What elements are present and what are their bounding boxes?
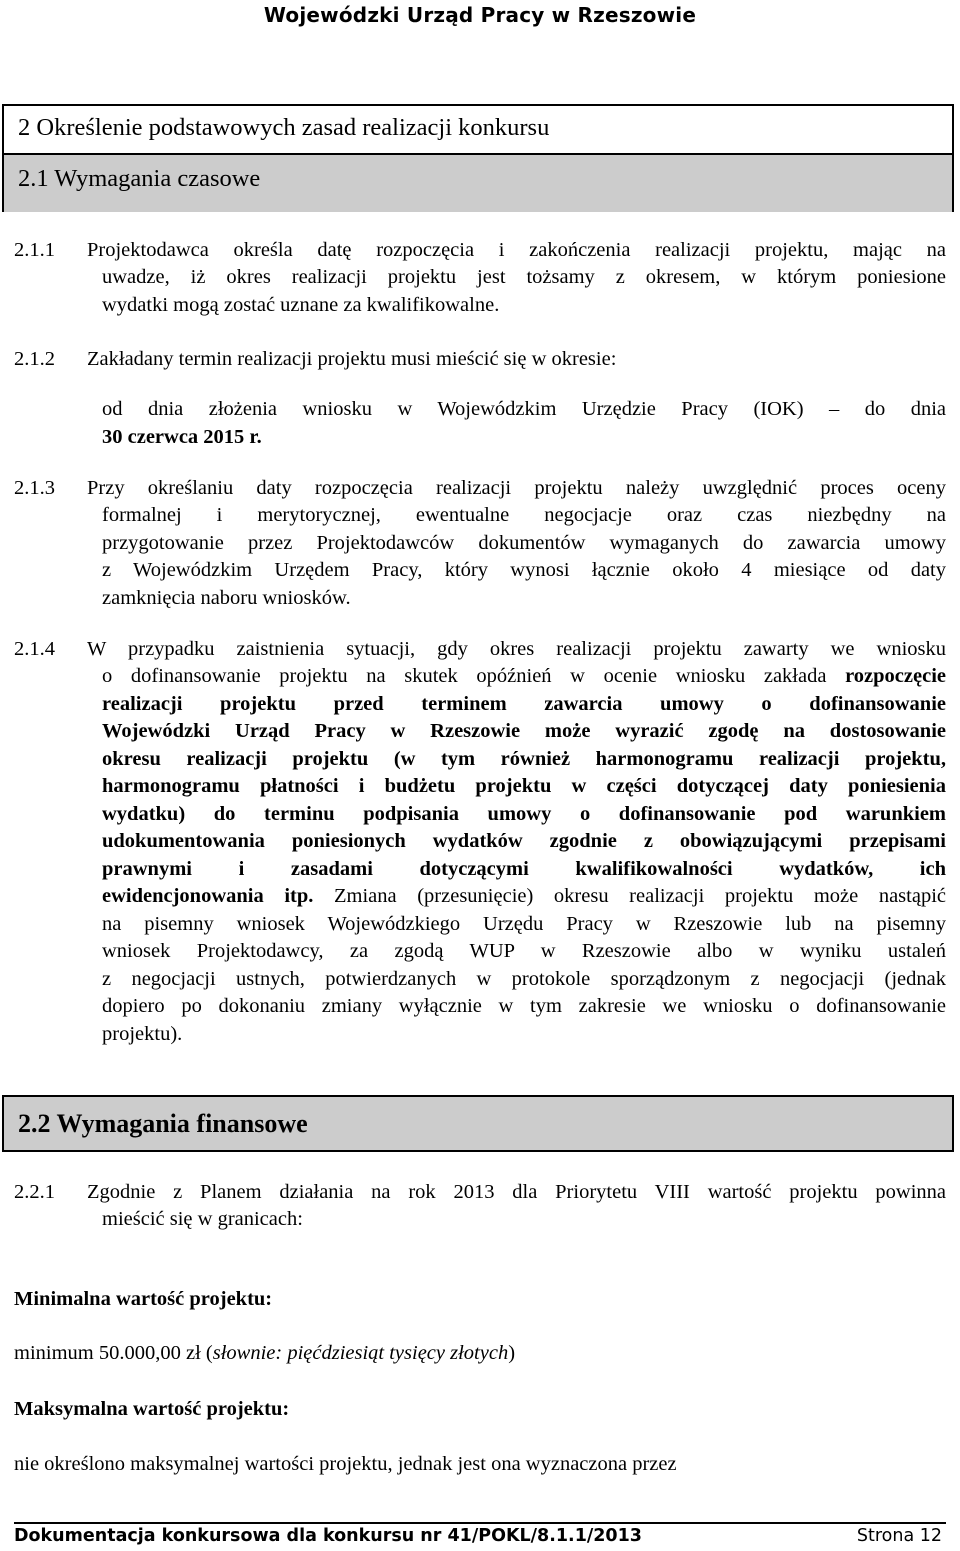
paragraph-line: uwadze, iż okres realizacji projektu jest tożsamy z okresem, w którym poniesione bbox=[102, 266, 946, 288]
paragraph-line: mieścić się w granicach: bbox=[102, 1208, 303, 1230]
max-value-label: Maksymalna wartość projektu: bbox=[14, 1398, 290, 1420]
paragraph-line: prawnymi i zasadami dotyczącymi kwalifikowalności wydatków, ich bbox=[102, 857, 946, 880]
paragraph-2-1-3 bbox=[87, 475, 946, 503]
paragraph-text: o dofinansowanie projektu na skutek opóźnień w ocenie wniosku zakłada bbox=[102, 665, 846, 687]
paragraph-bold-text: rozpoczęcie bbox=[845, 665, 946, 687]
paragraph-line: zamknięcia naboru wniosków. bbox=[102, 586, 351, 609]
paragraph-line: wniosek Projektodawcy, za zgodą WUP w Rzeszowie albo w wyniku ustaleń bbox=[102, 940, 946, 962]
paragraph-line: Zgodnie z Planem działania na rok 2013 dla Priorytetu VIII wartość projektu powinna bbox=[87, 1181, 946, 1203]
section-heading-box bbox=[2, 104, 954, 212]
paragraph-line bbox=[102, 883, 946, 911]
footer-document-title: Dokumentacja konkursowa dla konkursu nr 41/POKL/8.1.1/2013 bbox=[14, 1526, 642, 1546]
paragraph-number: 2.1.1 bbox=[14, 239, 55, 261]
min-value bbox=[14, 1340, 515, 1368]
paragraph-line: realizacji projektu przed terminem zawarcia umowy o dofinansowanie bbox=[102, 692, 946, 715]
paragraph-line: przygotowanie przez Projektodawców dokumentów wymaganych do zawarcia umowy bbox=[102, 531, 946, 554]
page-number: Strona 12 bbox=[856, 1526, 942, 1546]
paragraph-line: z negocjacji ustnych, potwierdzanych w protokole sporządzonym z negocjacji (jednak bbox=[102, 967, 946, 990]
paragraph-2-2-1 bbox=[87, 1179, 946, 1207]
period-description bbox=[102, 396, 946, 451]
paragraph-number: 2.1.4 bbox=[14, 638, 55, 660]
min-value-label: Minimalna wartość projektu: bbox=[14, 1288, 273, 1310]
paragraph-line: wydatku) do terminu podpisania umowy o dofinansowanie pod warunkiem bbox=[102, 802, 946, 825]
paragraph-line: udokumentowania poniesionych wydatków zgodnie z obowiązującymi przepisami bbox=[102, 830, 946, 852]
paragraph-2-1-3-cont bbox=[102, 502, 946, 612]
paragraph-number: 2.2.1 bbox=[14, 1181, 55, 1203]
subsection-heading-row bbox=[4, 153, 952, 212]
paragraph-2-1-1 bbox=[14, 237, 946, 265]
paragraph-line: formalnej i merytorycznej, ewentualne negocjacje oraz czas niezbędny na bbox=[102, 504, 946, 526]
min-value-close: ) bbox=[508, 1342, 516, 1364]
period-line: od dnia złożenia wniosku w Wojewódzkim Urzędzie Pracy (IOK) – do dnia bbox=[102, 398, 946, 420]
section-heading-row bbox=[4, 106, 952, 153]
paragraph-line: W przypadku zaistnienia sytuacji, gdy okres realizacji projektu zawarty we wniosku bbox=[87, 638, 946, 660]
paragraph-2-1-2: Zakładany termin realizacji projektu musi mieścić się w okresie: bbox=[87, 348, 617, 370]
paragraph-line: Wojewódzki Urząd Pracy w Rzeszowie może wyrazić zgodę na dostosowanie bbox=[102, 720, 946, 742]
paragraph-text: Zmiana (przesunięcie) okresu realizacji projektu może nastąpić bbox=[313, 885, 946, 907]
max-value: nie określono maksymalnej wartości projektu, jednak jest ona wyznaczona przez bbox=[14, 1453, 677, 1475]
section-2-2-heading-box bbox=[2, 1095, 954, 1152]
section-2-2-heading: 2.2 Wymagania finansowe bbox=[18, 1109, 308, 1138]
paragraph-line bbox=[102, 663, 946, 691]
period-end-date: 30 czerwca 2015 r. bbox=[102, 425, 262, 448]
min-value-text: minimum 50.000,00 zł ( bbox=[14, 1342, 213, 1364]
subsection-heading: 2.1 Wymagania czasowe bbox=[18, 165, 261, 192]
paragraph-line: na pisemny wniosek Wojewódzkiego Urzędu Pracy w Rzeszowie lub na pisemny bbox=[102, 912, 946, 935]
paragraph-2-1-4 bbox=[87, 636, 946, 664]
paragraph-2-1-4-cont bbox=[102, 663, 946, 1048]
paragraph-line: harmonogramu płatności i budżetu projektu w części dotyczącej daty poniesienia bbox=[102, 775, 946, 797]
paragraph-number: 2.1.2 bbox=[14, 348, 55, 370]
paragraph-2-1-1-cont bbox=[102, 264, 946, 319]
paragraph-bold-text: ewidencjonowania itp. bbox=[102, 885, 314, 907]
paragraph-line: wydatki mogą zostać uznane za kwalifikowalne. bbox=[102, 293, 500, 316]
min-value-words: słownie: pięćdziesiąt tysięcy złotych bbox=[212, 1342, 509, 1364]
paragraph-line: z Wojewódzkim Urzędem Pracy, który wynosi łącznie około 4 miesiące od daty bbox=[102, 559, 946, 581]
paragraph-line: Projektodawca określa datę rozpoczęcia i zakończenia realizacji projektu, mając na bbox=[87, 239, 946, 261]
paragraph-number: 2.1.3 bbox=[14, 477, 55, 499]
paragraph-line: dopiero po dokonaniu zmiany wyłącznie w tym zakresie we wniosku o dofinansowanie bbox=[102, 995, 946, 1017]
page-header: Wojewódzki Urząd Pracy w Rzeszowie bbox=[263, 3, 697, 27]
section-heading: 2 Określenie podstawowych zasad realizacji konkursu bbox=[18, 114, 550, 141]
paragraph-line: Przy określaniu daty rozpoczęcia realizacji projektu należy uwzględnić proces oceny bbox=[87, 477, 946, 499]
paragraph-line: okresu realizacji projektu (w tym również harmonogramu realizacji projektu, bbox=[102, 747, 946, 770]
paragraph-line: projektu). bbox=[102, 1022, 183, 1045]
